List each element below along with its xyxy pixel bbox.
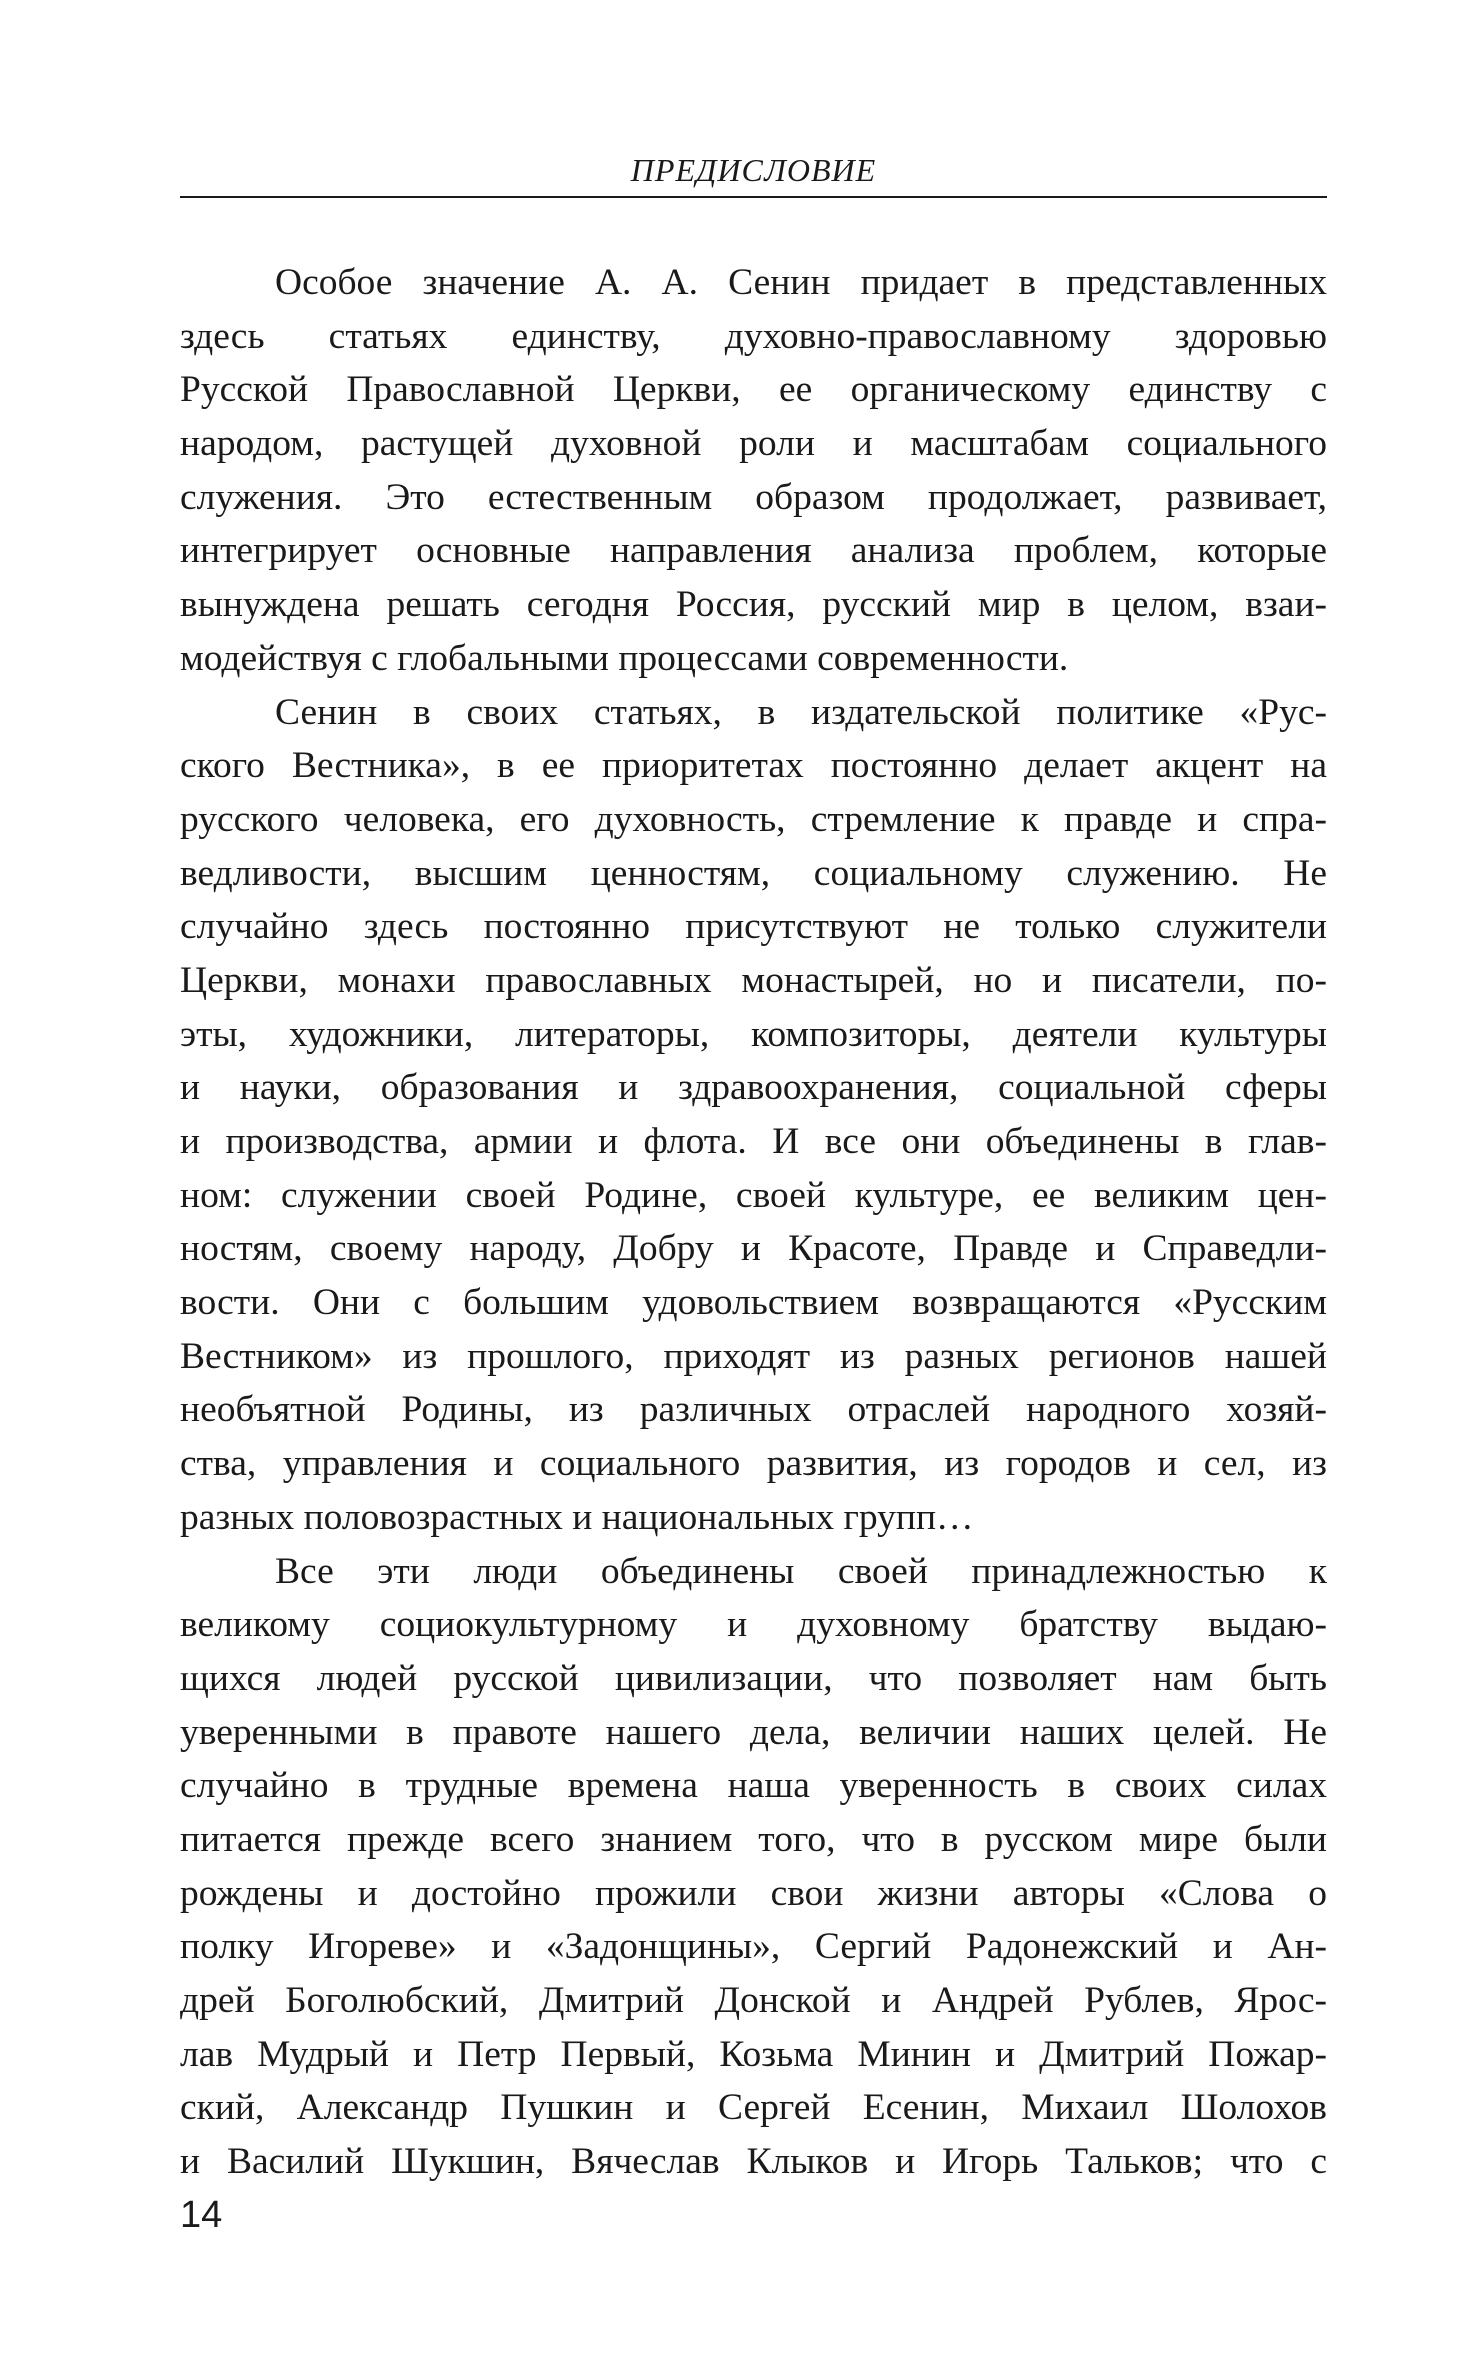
running-header: ПРЕДИСЛОВИЕ: [630, 152, 877, 188]
text-line: разных половозрастных и национальных групп…: [180, 1496, 974, 1538]
text-line: Церкви, монахи православных монастырей, но и писатели, по-: [180, 959, 1327, 1001]
text-line: эты, художники, литераторы, композиторы, деятели культуры: [180, 1013, 1327, 1055]
text-line: великому социокультурному и духовному братству выдаю-: [180, 1604, 1327, 1646]
text-line: и производства, армии и флота. И все они объединены в глав-: [180, 1121, 1327, 1162]
text-line: ства, управления и социального развития, из городов и сел, из: [180, 1443, 1327, 1485]
text-line: ностям, своему народу, Добру и Красоте, Правде и Справедли-: [180, 1228, 1327, 1270]
text-line: лав Мудрый и Петр Первый, Козьма Минин и Дмитрий Пожар-: [180, 2033, 1327, 2075]
text-line: Все эти люди объединены своей принадлежностью к: [275, 1550, 1327, 1592]
text-line: здесь статьях единству, духовно-православному здоровью: [180, 315, 1327, 357]
text-line: ского Вестника», в ее приоритетах постоянно делает акцент на: [180, 745, 1327, 787]
text-line: Сенин в своих статьях, в издательской политике «Рус-: [275, 691, 1327, 733]
text-line: случайно здесь постоянно присутствуют не только служители: [180, 906, 1327, 948]
page-number: 14: [180, 2194, 223, 2236]
body-text: [180, 256, 1327, 2189]
text-line: русского человека, его духовность, стремление к правде и спра-: [180, 798, 1327, 840]
text-line: питается прежде всего знанием того, что в русском мире были: [180, 1818, 1327, 1860]
text-line: и науки, образования и здравоохранения, социальной сферы: [180, 1067, 1327, 1109]
text-line: полку Игореве» и «Задонщины», Сергий Радонежский и Ан-: [180, 1926, 1327, 1968]
text-line: ведливости, высшим ценностям, социальному служению. Не: [180, 852, 1327, 894]
text-line: Вестником» из прошлого, приходят из разных регионов нашей: [180, 1335, 1327, 1377]
text-line: Особое значение А. А. Сенин придает в представленных: [275, 262, 1327, 303]
text-line: ский, Александр Пушкин и Сергей Есенин, Михаил Шолохов: [180, 2087, 1327, 2129]
text-line: необъятной Родины, из различных отраслей народного хозяй-: [180, 1389, 1327, 1431]
header-rule: [180, 196, 1327, 198]
text-line: случайно в трудные времена наша уверенность в своих силах: [180, 1765, 1327, 1807]
text-line: народом, растущей духовной роли и масштабам социального: [180, 423, 1327, 465]
text-line: щихся людей русской цивилизации, что позволяет нам быть: [180, 1657, 1327, 1699]
text-line: интегрирует основные направления анализа проблем, которые: [180, 530, 1327, 572]
text-line: дрей Боголюбский, Дмитрий Донской и Андрей Рублев, Ярос-: [180, 1980, 1327, 2021]
text-line: служения. Это естественным образом продолжает, развивает,: [180, 476, 1327, 518]
text-line: ном: служении своей Родине, своей культуре, ее великим цен-: [180, 1174, 1327, 1216]
text-line: модействуя с глобальными процессами современности.: [180, 637, 1069, 679]
text-line: вынуждена решать сегодня Россия, русский мир в целом, взаи-: [180, 584, 1327, 626]
text-line: Русской Православной Церкви, ее органическому единству с: [180, 369, 1327, 411]
text-line: рождены и достойно прожили свои жизни авторы «Слова о: [180, 1872, 1327, 1914]
text-line: вости. Они с большим удовольствием возвращаются «Русским: [180, 1282, 1327, 1324]
text-line: уверенными в правоте нашего дела, величии наших целей. Не: [180, 1711, 1327, 1753]
text-line: и Василий Шукшин, Вячеслав Клыков и Игорь Тальков; что с: [180, 2141, 1327, 2183]
